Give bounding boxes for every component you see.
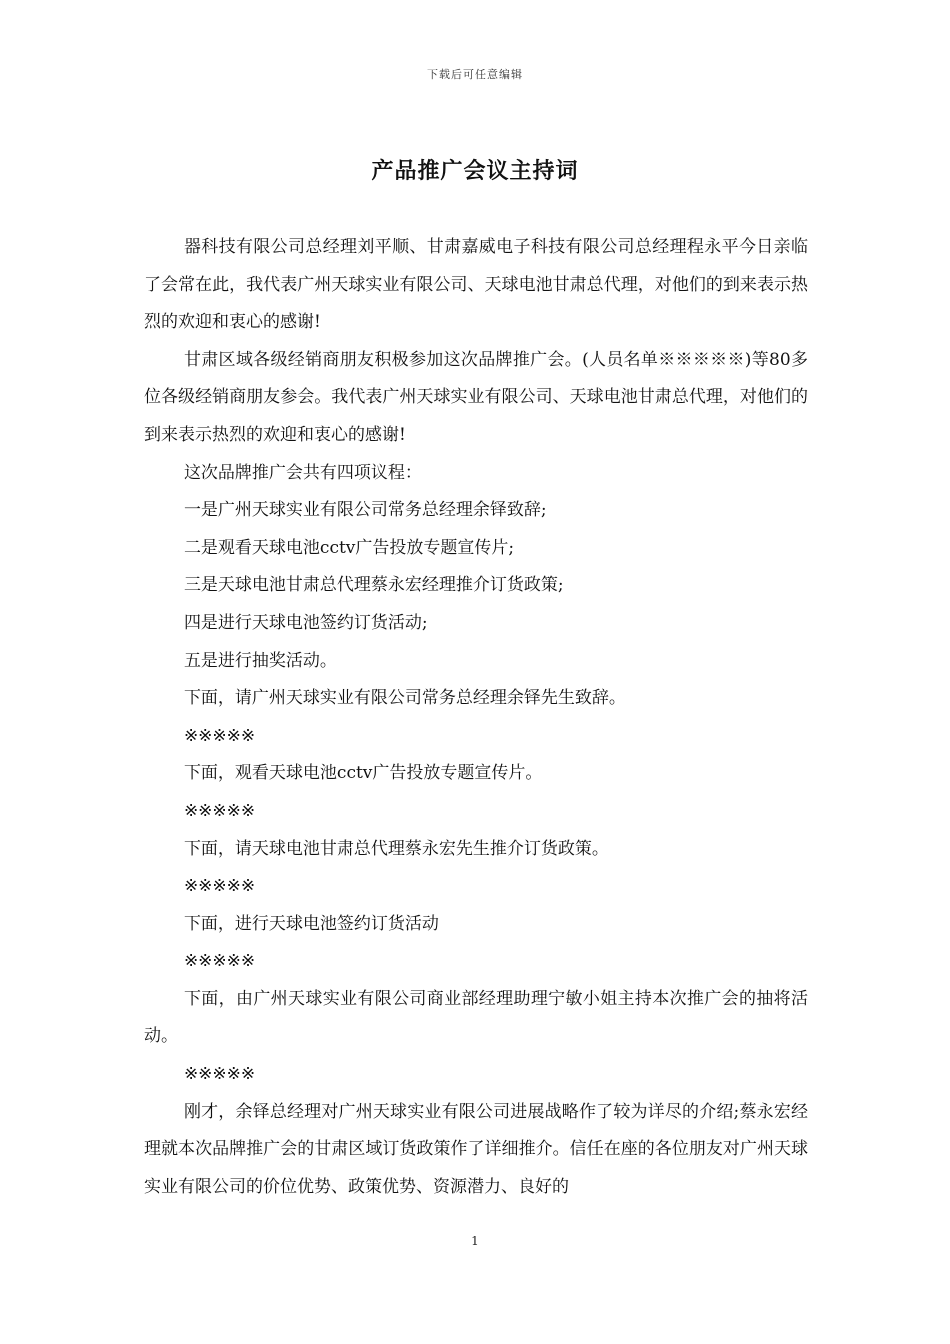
paragraph: 这次品牌推广会共有四项议程： [183, 462, 422, 483]
agenda-item: 一是广州天球实业有限公司常务总经理余铎致辞; [183, 500, 547, 521]
document-body [144, 229, 808, 1206]
paragraph: 下面，由广州天球实业有限公司商业部经理助理宁敏小姐主持本次推广会的抽将活动。 [144, 988, 808, 1047]
paragraph: 甘肃区域各级经销商朋友积极参加这次品牌推广会。(人员名单※※※※※)等80多位各级经销商朋友参会。我代表广州天球实业有限公司、天球电池甘肃总代理，对他们的到来表示热烈的欢迎和衷心的感谢! [144, 349, 808, 445]
page-number: 1 [471, 1234, 479, 1248]
paragraph: 下面，请广州天球实业有限公司常务总经理余铎先生致辞。 [183, 688, 626, 709]
agenda-item: 四是进行天球电池签约订货活动; [183, 612, 428, 633]
placeholder-marks: ※※※※※ [183, 876, 256, 897]
paragraph: 下面，观看天球电池cctv广告投放专题宣传片。 [183, 763, 543, 784]
paragraph: 器科技有限公司总经理刘平顺、甘肃嘉威电子科技有限公司总经理程永平今日亲临了会常在此，我代表广州天球实业有限公司、天球电池甘肃总代理，对他们的到来表示热烈的欢迎和衷心的感谢! [144, 237, 808, 333]
paragraph: 刚才，余铎总经理对广州天球实业有限公司进展战略作了较为详尽的介绍;蔡永宏经理就本次品牌推广会的甘肃区域订货政策作了详细推介。信任在座的各位朋友对广州天球实业有限公司的价位优势、政策优势、资源潜力、良好的 [144, 1101, 808, 1197]
placeholder-marks: ※※※※※ [183, 951, 256, 972]
agenda-item: 二是观看天球电池cctv广告投放专题宣传片; [183, 537, 515, 558]
paragraph: 下面，请天球电池甘肃总代理蔡永宏先生推介订货政策。 [183, 838, 609, 859]
agenda-item: 五是进行抽奖活动。 [183, 650, 337, 671]
placeholder-marks: ※※※※※ [183, 800, 256, 821]
paragraph: 下面，进行天球电池签约订货活动 [183, 913, 439, 934]
document-title: 产品推广会议主持词 [371, 158, 579, 184]
agenda-item: 三是天球电池甘肃总代理蔡永宏经理推介订货政策; [183, 575, 564, 596]
page-header-note: 下载后可任意编辑 [427, 68, 523, 81]
placeholder-marks: ※※※※※ [183, 725, 256, 746]
placeholder-marks: ※※※※※ [183, 1064, 256, 1085]
